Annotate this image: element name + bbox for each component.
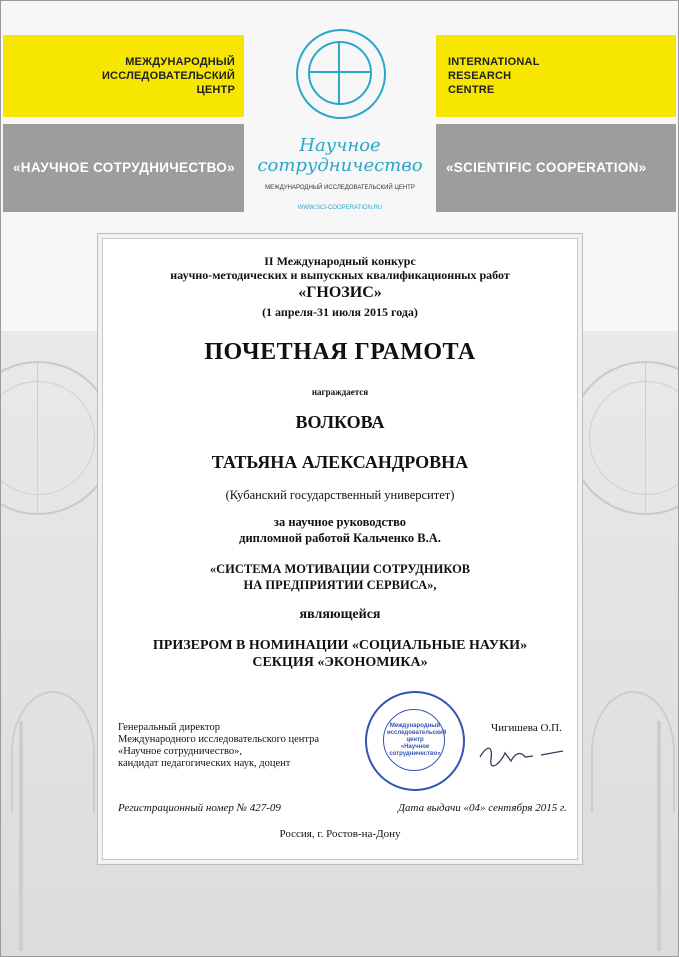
awardee-name: ТАТЬЯНА АЛЕКСАНДРОВНА bbox=[211, 452, 469, 472]
director-line-1: Генеральный директор bbox=[118, 722, 220, 733]
contest-name: «ГНОЗИС» bbox=[298, 284, 382, 301]
prize-line-2: СЕКЦИЯ «ЭКОНОМИКА» bbox=[252, 655, 428, 670]
left-yellow-line-1: МЕЖДУНАРОДНЫЙ bbox=[125, 56, 235, 68]
right-yellow-line-1: INTERNATIONAL bbox=[448, 56, 540, 68]
signer-name: Чигишева О.П. bbox=[491, 722, 562, 734]
left-grey-text: «НАУЧНОЕ СОТРУДНИЧЕСТВО» bbox=[13, 160, 235, 175]
right-column-illustration bbox=[657, 721, 661, 951]
contest-dates: (1 апреля-31 июля 2015 года) bbox=[262, 305, 418, 319]
reason-line-2: дипломной работой Кальченко В.А. bbox=[239, 531, 441, 545]
awarded-label: награждается bbox=[311, 387, 369, 397]
globe-icon bbox=[308, 41, 372, 105]
left-yellow-line-3: ЦЕНТР bbox=[196, 84, 235, 96]
stamp-line-3: «Научное bbox=[400, 744, 430, 750]
handwritten-signature bbox=[475, 739, 565, 769]
registration-number: Регистрационный номер № 427-09 bbox=[118, 802, 281, 814]
logo bbox=[248, 27, 432, 217]
right-yellow-line-2: RESEARCH bbox=[448, 70, 512, 82]
director-line-2: Международного исследовательского центра bbox=[118, 734, 320, 745]
director-line-3: «Научное сотрудничество», bbox=[118, 746, 243, 757]
prize-line-1: ПРИЗЕРОМ В НОМИНАЦИИ «СОЦИАЛЬНЫЕ НАУКИ» bbox=[152, 638, 528, 653]
contest-line-1: II Международный конкурс bbox=[264, 254, 416, 268]
director-signature-block bbox=[118, 722, 319, 770]
stamp-line-1: Международный bbox=[389, 723, 441, 729]
right-grey-band bbox=[436, 124, 676, 212]
certificate-title: ПОЧЕТНАЯ ГРАМОТА bbox=[204, 339, 476, 365]
certificate-sheet bbox=[102, 238, 578, 860]
official-stamp bbox=[365, 691, 465, 791]
right-grey-text: «SCIENTIFIC COOPERATION» bbox=[446, 160, 647, 175]
being-label: являющейся bbox=[299, 607, 381, 622]
issue-place: Россия, г. Ростов-на-Дону bbox=[279, 828, 401, 840]
work-title-line-1: «СИСТЕМА МОТИВАЦИИ СОТРУДНИКОВ bbox=[209, 562, 471, 576]
awardee-surname: ВОЛКОВА bbox=[295, 412, 385, 432]
left-yellow-text bbox=[101, 55, 235, 97]
reason-line-1: за научное руководство bbox=[273, 515, 407, 529]
issue-date: Дата выдачи «04» сентября 2015 г. bbox=[398, 802, 567, 814]
awardee-university: (Кубанский государственный университет) bbox=[225, 488, 455, 502]
left-arch-illustration bbox=[11, 691, 95, 813]
right-yellow-line-3: CENTRE bbox=[448, 84, 495, 96]
right-arch-illustration bbox=[591, 691, 675, 813]
left-column-illustration bbox=[19, 721, 23, 951]
stamp-line-4: сотрудничество» bbox=[389, 751, 441, 757]
work-title-line-2: НА ПРЕДПРИЯТИИ СЕРВИСА», bbox=[243, 578, 437, 592]
logo-url: WWW.SCI-COOPERATION.RU bbox=[297, 205, 383, 211]
left-yellow-line-2: ИССЛЕДОВАТЕЛЬСКИЙ bbox=[101, 70, 235, 82]
logo-title-1: Научное bbox=[299, 135, 381, 156]
right-yellow-text bbox=[448, 55, 598, 97]
left-grey-band bbox=[3, 124, 244, 212]
logo-subtitle: МЕЖДУНАРОДНЫЙ ИССЛЕДОВАТЕЛЬСКИЙ ЦЕНТР bbox=[265, 185, 415, 191]
director-line-4: кандидат педагогических наук, доцент bbox=[118, 758, 291, 769]
contest-line-2: научно-методических и выпускных квалификационных работ bbox=[170, 268, 510, 282]
stamp-text bbox=[387, 723, 447, 758]
logo-title-2: сотрудничество bbox=[257, 155, 423, 176]
stamp-line-2: исследовательский центр bbox=[387, 730, 447, 743]
